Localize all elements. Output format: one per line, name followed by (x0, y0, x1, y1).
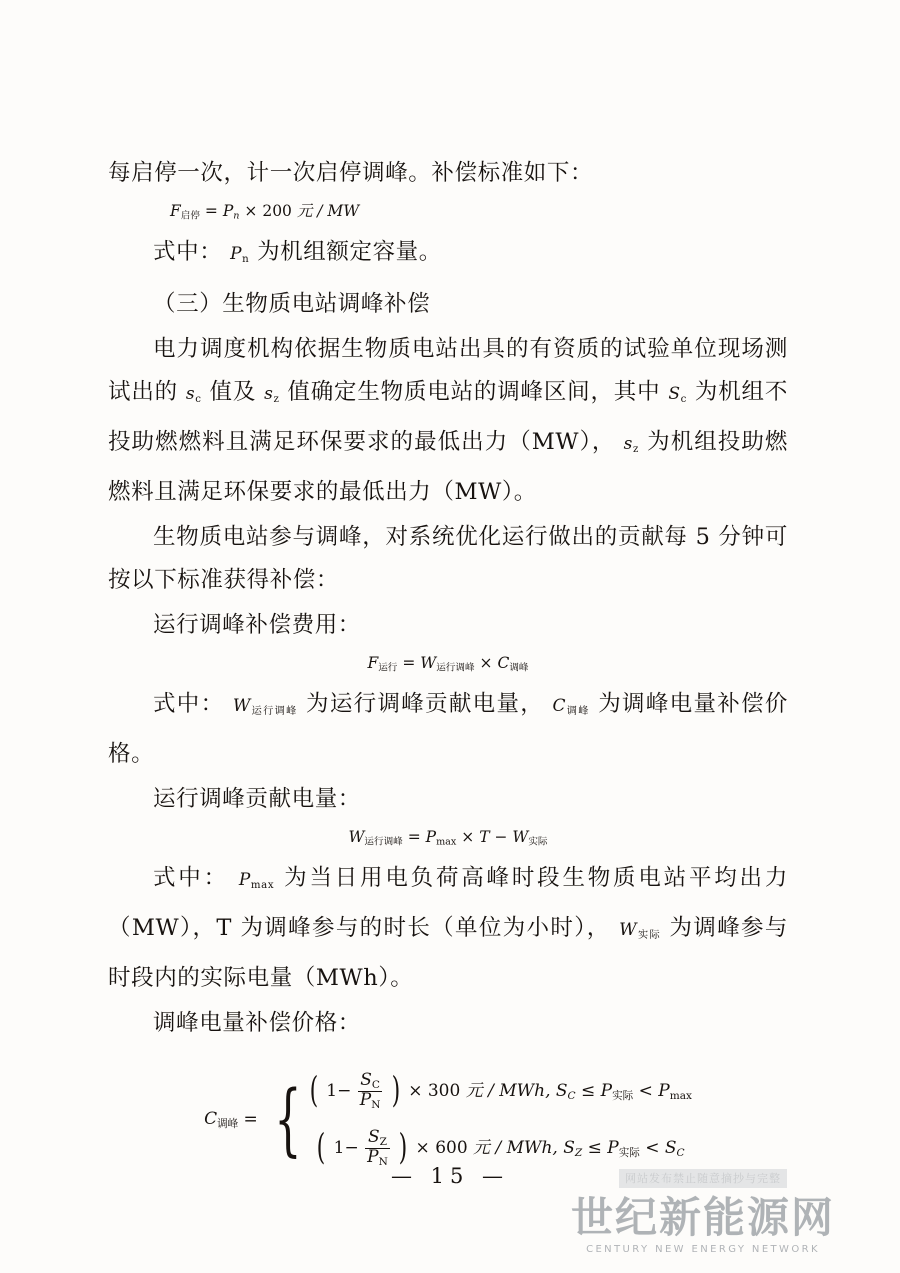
row1-unit: 元 / MWh, (465, 1080, 551, 1101)
formula-2-c: $C_{调峰}$ (497, 653, 529, 674)
paragraph-1: 每启停一次，计一次启停调峰。补偿标准如下： (108, 160, 594, 186)
formula-3-lhs: $W_{运行调峰}$ (348, 827, 403, 848)
formula-3-w-actual: $W_{实际}$ (512, 827, 548, 848)
page-number: — 15 — (390, 1164, 510, 1188)
symbol-s2: $s_z$ (623, 433, 639, 455)
watermark-brand-en: CENTURY NEW ENERGY NETWORK (586, 1244, 820, 1255)
row1-le: ≤ (581, 1080, 596, 1101)
row2-times: × (415, 1137, 430, 1158)
symbol-Pn: $P_n$ (230, 244, 250, 266)
formula-2-w: $W_{运行调峰}$ (420, 653, 475, 674)
paragraph-8-b: 为当日用电负荷高峰时段生物质电站平均出力（MW），T 为调峰参与的时长（单位为小时）， (108, 865, 788, 941)
section-heading: （三）生物质电站调峰补偿 (153, 291, 431, 318)
row1-lt: < (638, 1080, 653, 1101)
symbol-sc: $s_c$ (185, 384, 202, 405)
row1-value: 300 (427, 1080, 461, 1101)
symbol-Sc: $S_c$ (668, 384, 687, 405)
paragraph-6 (108, 683, 788, 776)
formula-1-lhs: $F_{启停}$ (170, 202, 200, 222)
symbol-C-tiaofeng: $C_{调峰}$ (552, 695, 590, 717)
page-content (108, 152, 788, 1177)
row1-one: 1− (326, 1080, 352, 1101)
watermark-brand: 世纪新能源网 (570, 1192, 835, 1242)
paragraph-8-c: 为调峰参与时段内的实际电量（MWh）。 (108, 914, 788, 991)
paragraph-2-prefix: 式中： (153, 239, 223, 266)
paragraph-3-b: 值及 (209, 379, 257, 406)
symbol-Pmax: $P_{max}$ (238, 870, 275, 891)
paragraph-3-d: 为机组不投助燃燃料且满足环保要求的最低出力（MW）， (108, 379, 788, 455)
row2-cond-right: $S_C$ (664, 1137, 685, 1159)
formula-1-times: × (244, 202, 258, 220)
watermark (558, 1169, 848, 1255)
formula-2-lhs: $F_{运行}$ (367, 653, 398, 674)
row2-fraction: $\frac{S_Z}{P_N}$ (367, 1126, 388, 1168)
symbol-sz: $s_z$ (264, 384, 280, 405)
row1-cond-right: $P_{max}$ (658, 1080, 692, 1102)
row2-le: ≤ (587, 1137, 602, 1158)
formula-3-pmax: $P_{max}$ (425, 827, 457, 848)
paragraph-6-b: 为运行调峰贡献电量， (306, 690, 545, 717)
close-paren-icon: ) (391, 1070, 401, 1112)
formula-3-times: × (461, 827, 475, 846)
row1-cond-mid: $P_{实际}$ (600, 1080, 634, 1102)
formula-1-rhs-p: $P_n$ (222, 202, 240, 222)
formula-3-minus: − (494, 827, 508, 846)
formula-1-value: 200 (262, 202, 292, 220)
formula-1 (108, 202, 788, 222)
row2-unit: 元 / MWh, (473, 1137, 558, 1158)
symbol-W-yunxing-tiaofeng: $W_{运行调峰}$ (232, 695, 298, 717)
paragraph-5: 运行调峰补偿费用： (153, 611, 361, 638)
formula-4-equals: = (243, 1109, 258, 1130)
row2-cond-left: $S_Z$ (563, 1137, 583, 1159)
formula-3 (108, 828, 788, 848)
formula-1-equals: = (204, 202, 218, 220)
row2-cond-mid: $P_{实际}$ (607, 1137, 640, 1159)
row1-cond-left: $S_C$ (555, 1080, 576, 1102)
formula-3-t: T (479, 827, 490, 846)
paragraph-2-suffix: 为机组额定容量。 (257, 239, 442, 266)
paragraph-3 (108, 328, 788, 514)
paragraph-6-c: 为调峰电量补偿价格。 (108, 690, 788, 767)
formula-4-row-1 (307, 1063, 692, 1120)
row1-times: × (408, 1080, 423, 1101)
row2-lt: < (645, 1137, 660, 1158)
paragraph-7: 运行调峰贡献电量： (153, 785, 361, 812)
paragraph-8 (108, 857, 788, 1000)
watermark-bar: 网站发布禁止随意摘抄与完整 (619, 1169, 787, 1188)
symbol-W-actual: $W_{实际}$ (619, 919, 662, 941)
paragraph-6-a: 式中： (153, 690, 225, 717)
formula-1-unit: 元 / MW (296, 202, 360, 220)
formula-4-lhs: $C_{调峰}$ (204, 1109, 239, 1131)
open-paren-icon: ( (309, 1070, 319, 1112)
formula-2-equals: = (402, 653, 416, 672)
formula-2 (108, 654, 788, 674)
paragraph-8-a: 式中： (153, 865, 229, 892)
row1-fraction: $\frac{S_C}{P_N}$ (359, 1069, 381, 1111)
open-paren-icon-2: ( (316, 1127, 326, 1169)
paragraph-4: 生物质电站参与调峰，对系统优化运行做出的贡献每 5 分钟可按以下标准获得补偿： (108, 523, 788, 593)
formula-4 (108, 1063, 788, 1177)
formula-4-cases (263, 1063, 692, 1177)
formula-2-times: × (479, 653, 493, 672)
paragraph-2 (108, 231, 788, 281)
row2-one: 1− (333, 1137, 359, 1158)
row2-value: 600 (435, 1137, 468, 1158)
left-brace-icon: { (274, 1073, 302, 1165)
formula-3-equals: = (407, 827, 421, 846)
close-paren-icon-2: ) (398, 1127, 408, 1169)
paragraph-3-c: 值确定生物质电站的调峰区间，其中 (287, 379, 661, 406)
paragraph-3-a: 电力调度机构依据生物质电站出具的有资质的试验单位现场测试出的 (108, 336, 788, 406)
paragraph-3-e: 为机组投助燃燃料且满足环保要求的最低出力（MW）。 (108, 428, 788, 505)
paragraph-9: 调峰电量补偿价格： (153, 1009, 361, 1036)
